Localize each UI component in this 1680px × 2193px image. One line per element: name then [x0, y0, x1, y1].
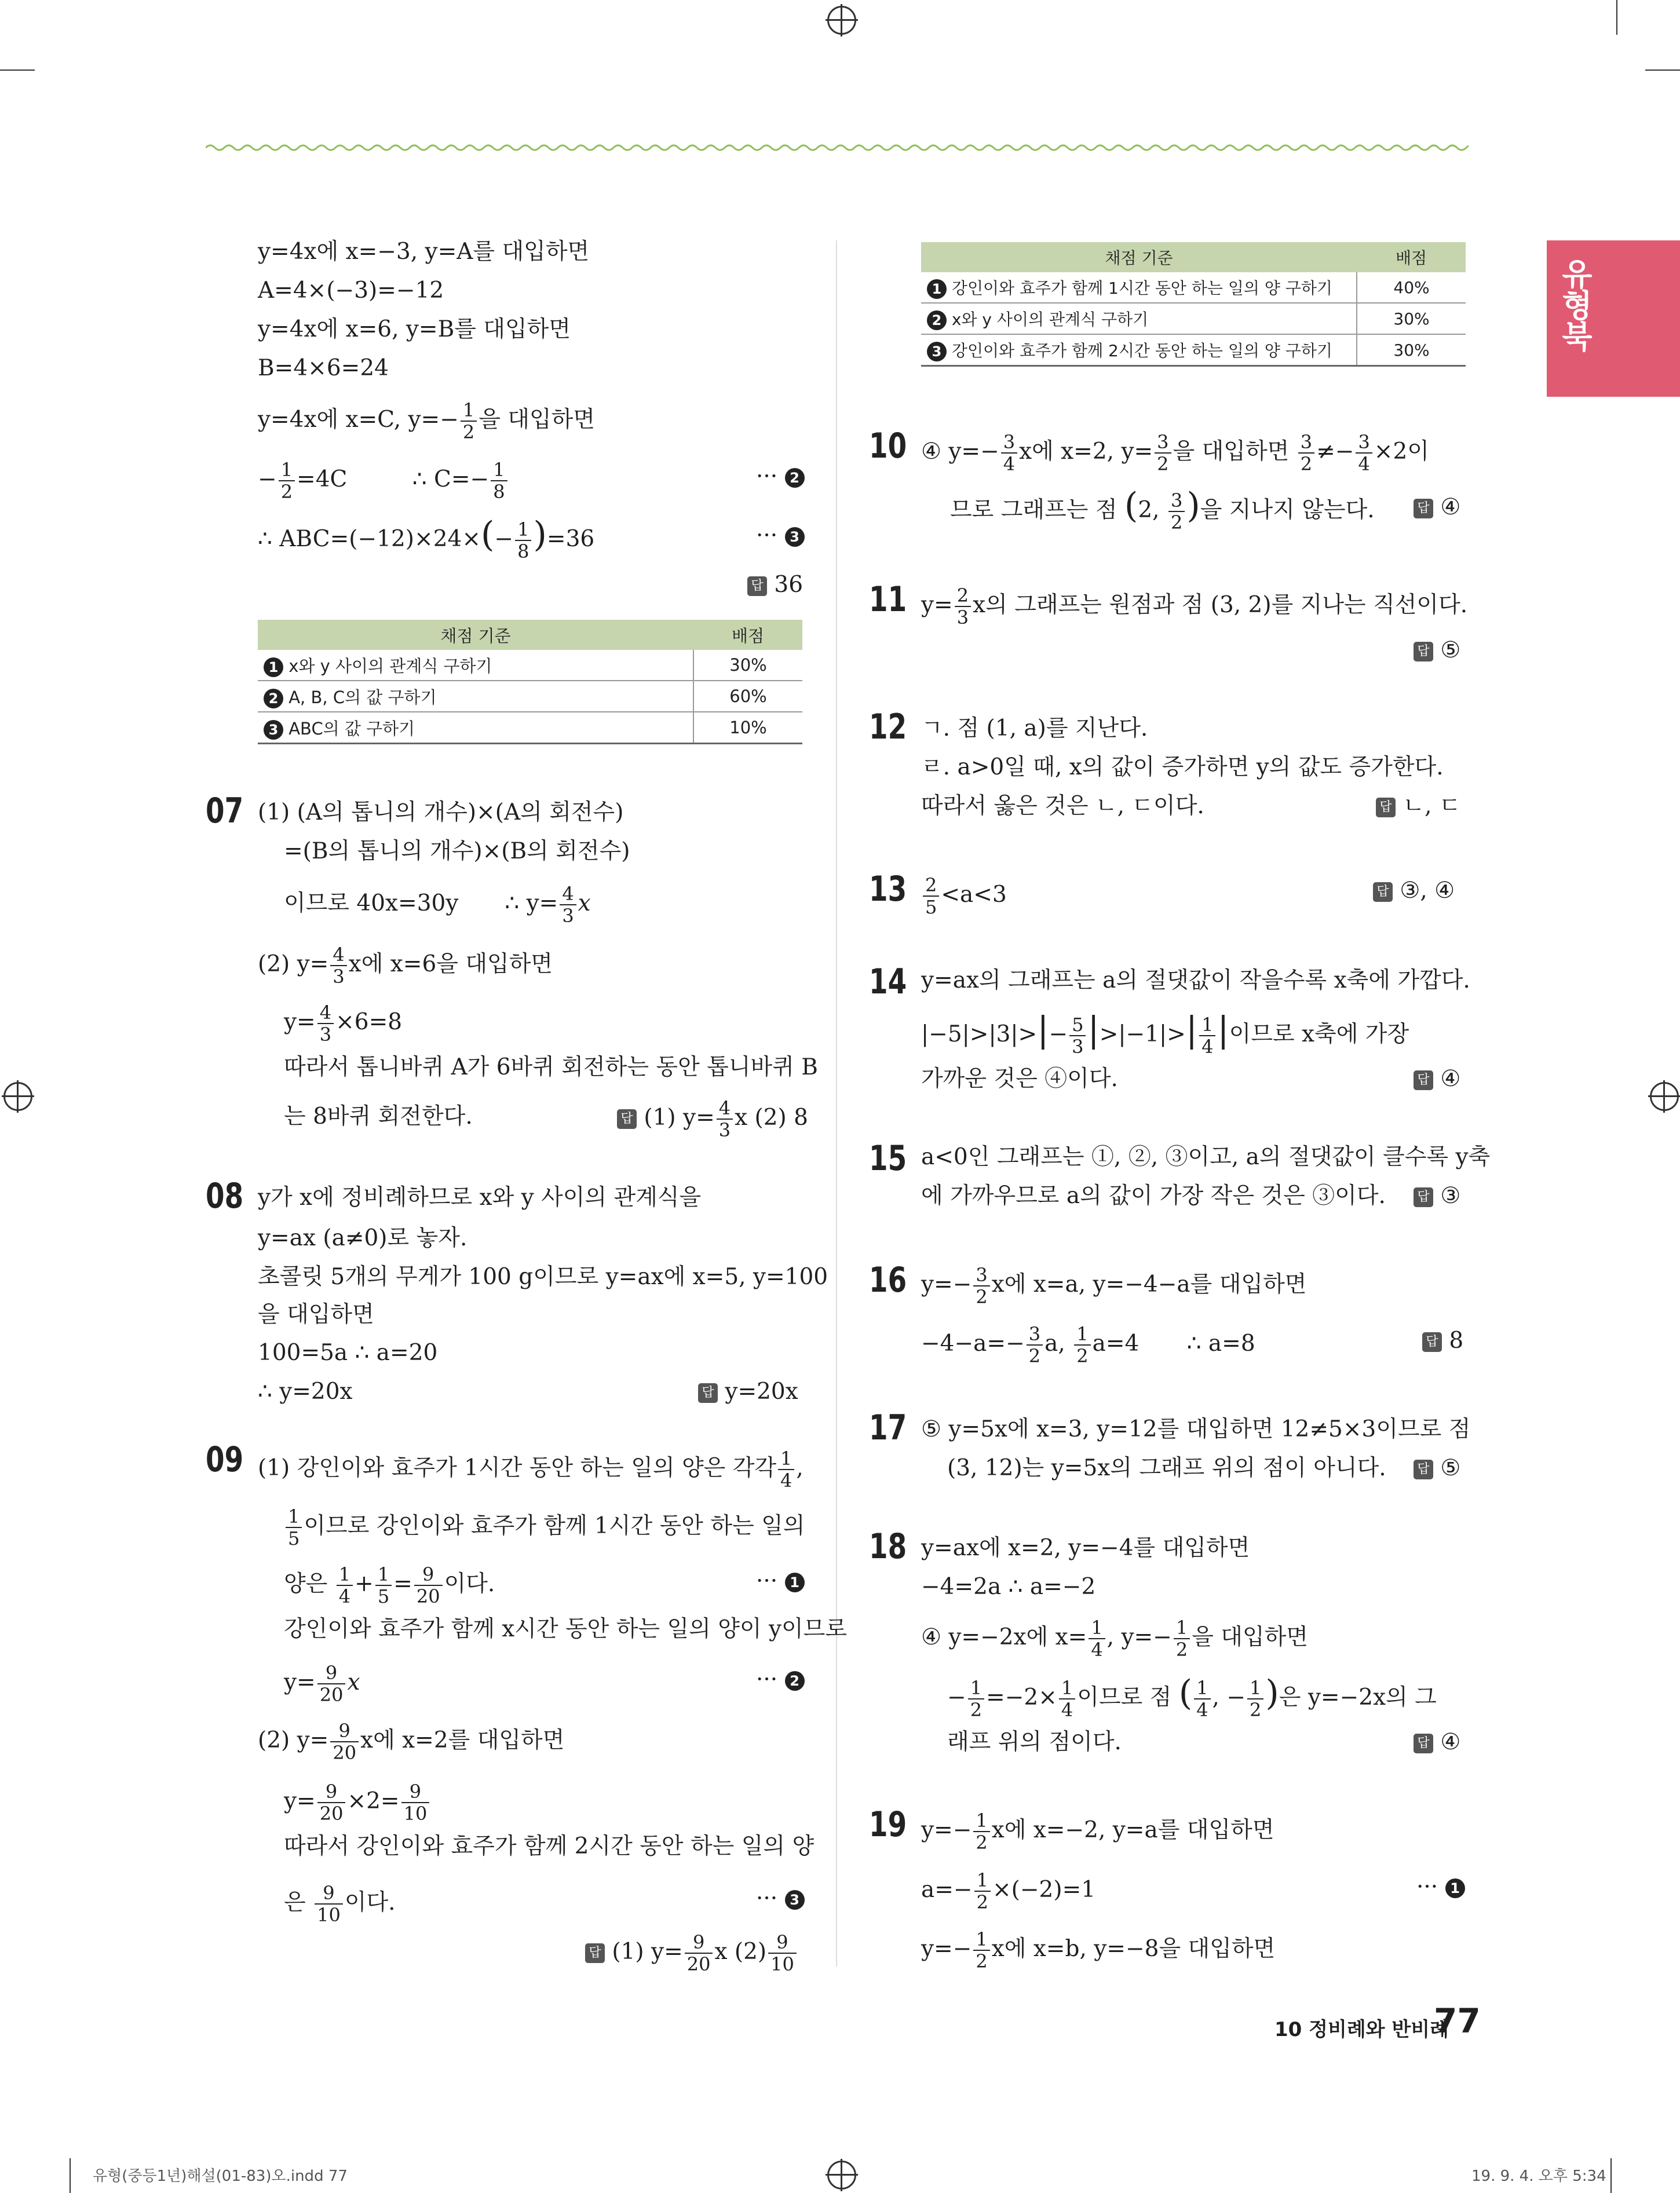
crop-mark-bottom-right — [1610, 2158, 1612, 2193]
solution-line: 초콜릿 5개의 무게가 100 g이므로 y=ax에 x=5, y=100 — [258, 1264, 828, 1290]
solution-line: y= $\frac{4}{3}$ ×6=8 — [284, 1002, 403, 1046]
solution-line: y=4x에 x=C, y=− $\frac{1}{2}$ 을 대입하면 — [258, 399, 596, 443]
solution-line: B=4×6=24 — [258, 355, 389, 381]
solution-line: =(B의 톱니의 개수)×(B의 회전수) — [284, 838, 630, 864]
solution-line: y=− $\frac{1}{2}$ x에 x=−2, y=a를 대입하면 — [921, 1810, 1274, 1854]
solution-line: −4−a=− $\frac{3}{2}$ a, $\frac{1}{2}$ a=4 ∴ a=8 — [921, 1323, 1255, 1367]
solution-line: y= $\frac{9}{20}$ x — [284, 1662, 360, 1706]
step-number-badge: 3 — [785, 1890, 805, 1910]
answer-icon: 답 — [1414, 1734, 1433, 1753]
fraction: $\frac{1}{8}$ — [515, 519, 531, 562]
answer-06: 답 36 — [747, 569, 803, 601]
answer-18: 답 ④ — [1414, 1726, 1460, 1759]
answer-13: 답 ③, ④ — [1373, 875, 1455, 907]
fraction: $\frac{4}{3}$ — [330, 944, 346, 987]
step-number-badge: 2 — [785, 468, 805, 488]
fraction: $\frac{9}{10}$ — [315, 1883, 343, 1925]
solution-line: 는 8바퀴 회전한다. — [284, 1103, 473, 1130]
answer-icon: 답 — [1414, 499, 1433, 518]
solution-line: 강인이와 효주가 함께 x시간 동안 하는 일의 양이 y이므로 — [284, 1616, 848, 1642]
fraction: $\frac{1}{2}$ — [1074, 1324, 1090, 1366]
table-row: 1 강인이와 효주가 함께 1시간 동안 하는 일의 양 구하기 40% — [921, 272, 1466, 303]
solution-line: a=− $\frac{1}{2}$ ×(−2)=1 — [921, 1869, 1096, 1913]
solution-line: a<0인 그래프는 ①, ②, ③이고, a의 절댓값이 클수록 y축 — [921, 1144, 1491, 1170]
answer-icon: 답 — [585, 1943, 605, 1963]
grading-table-06: 채점 기준 배점 1 x와 y 사이의 관계식 구하기 30% 2 A, B, C의 값 구하기 60% 3 ABC의 값 구하기 10% — [258, 620, 802, 744]
solution-line: y=4x에 x=6, y=B를 대입하면 — [258, 316, 571, 342]
problem-number: 11 — [869, 579, 907, 620]
solution-line: (1) (A의 톱니의 개수)×(A의 회전수) — [258, 799, 624, 825]
answer-icon: 답 — [1373, 882, 1393, 902]
print-date-info: 19. 9. 4. 오후 5:34 — [1471, 2168, 1606, 2185]
solution-line: ⑤ y=5x에 x=3, y=12를 대입하면 12≠5×3이므로 점 — [921, 1416, 1471, 1442]
fraction: $\frac{1}{2}$ — [1174, 1617, 1190, 1660]
problem-number: 10 — [869, 426, 907, 466]
fraction: $\frac{1}{2}$ — [974, 1870, 991, 1913]
step-number-badge: 1 — [264, 657, 283, 677]
answer-09: 답 (1) y= $\frac{9}{20}$ x (2) $\frac{9}{10}$ — [585, 1932, 798, 1975]
solution-line: ㄹ. a>0일 때, x의 값이 증가하면 y의 값도 증가한다. — [921, 754, 1444, 780]
step-number-badge: 2 — [264, 689, 283, 708]
solution-line: |−5|>|3|>|− $\frac{5}{3}$ |>|−1|>| $\frac{1}{4}$ |이므로 x축에 가장 — [921, 1010, 1409, 1058]
table-row: 3 ABC의 값 구하기 10% — [258, 712, 802, 744]
solution-line: (2) y= $\frac{9}{20}$ x에 x=2를 대입하면 — [258, 1720, 565, 1764]
answer-16: 답 8 — [1422, 1325, 1463, 1357]
grading-table-09: 채점 기준 배점 1 강인이와 효주가 함께 1시간 동안 하는 일의 양 구하기 40% 2 x와 y 사이의 관계식 구하기 30% 3 강인이와 효주가 함께 2시간 동안 하는 일의 양 구하기 30% — [921, 242, 1466, 367]
problem-number: 12 — [869, 707, 907, 747]
fraction: $\frac{1}{2}$ — [1247, 1677, 1263, 1720]
table-row: 3 강인이와 효주가 함께 2시간 동안 하는 일의 양 구하기 30% — [921, 334, 1466, 366]
step-number-badge: 3 — [927, 342, 947, 361]
crop-mark-top-left — [0, 70, 35, 71]
solution-line: − $\frac{1}{2}$ =4C ∴ C=− $\frac{1}{8}$ — [258, 459, 509, 502]
fraction: $\frac{3}{4}$ — [1356, 432, 1372, 474]
step-number-badge: 1 — [785, 1573, 805, 1592]
fraction: $\frac{9}{20}$ — [685, 1932, 713, 1975]
solution-line: ④ y=−2x에 x= $\frac{1}{4}$ , y=− $\frac{1}{2}$ 을 대입하면 — [921, 1617, 1308, 1661]
solution-line: ∴ y=20x — [258, 1379, 353, 1405]
solution-line: ④ y=− $\frac{3}{4}$ x에 x=2, y= $\frac{3}{2}$ 을 대입하면 $\frac{3}{2}$ ≠− $\frac{3}{4}$ ×2이 — [921, 431, 1429, 475]
crop-mark-top-right — [1645, 70, 1680, 71]
solution-line: 따라서 강인이와 효주가 함께 2시간 동안 하는 일의 양 — [284, 1833, 815, 1859]
answer-15: 답 ③ — [1414, 1180, 1460, 1212]
crop-mark-top — [1616, 0, 1617, 35]
problem-number: 15 — [869, 1138, 907, 1179]
solution-line: 양은 $\frac{1}{4}$ + $\frac{1}{5}$ = $\frac{9}{20}$ 이다. — [284, 1563, 495, 1607]
solution-line: (1) 강인이와 효주가 1시간 동안 하는 일의 양은 각각 $\frac{1}{4}$ , — [258, 1448, 804, 1492]
problem-number: 07 — [206, 791, 244, 831]
step-number-badge: 1 — [1445, 1878, 1465, 1898]
problem-number: 09 — [206, 1439, 244, 1480]
solution-line: 따라서 옳은 것은 ㄴ, ㄷ이다. — [921, 793, 1204, 819]
solution-line: $\frac{1}{5}$ 이므로 강인이와 효주가 함께 1시간 동안 하는 일의 — [284, 1506, 805, 1549]
step-marker: ··· 3 — [756, 1883, 805, 1915]
fraction: $\frac{2}{5}$ — [923, 875, 939, 918]
solution-line: y가 x에 정비례하므로 x와 y 사이의 관계식을 — [258, 1185, 702, 1211]
fraction: $\frac{1}{5}$ — [286, 1506, 302, 1549]
fraction: $\frac{1}{2}$ — [973, 1929, 989, 1972]
print-file-info: 유형(중등1년)해설(01-83)오.indd 77 — [93, 2168, 348, 2185]
table-row: 2 A, B, C의 값 구하기 60% — [258, 681, 802, 712]
step-marker: ··· 1 — [756, 1565, 805, 1598]
step-marker: ··· 2 — [756, 1664, 805, 1696]
step-number-badge: 3 — [264, 720, 283, 740]
answer-17: 답 ⑤ — [1414, 1452, 1460, 1485]
fraction: $\frac{3}{2}$ — [1298, 432, 1314, 474]
step-number-badge: 3 — [785, 527, 805, 547]
answer-07: 답 (1) y= $\frac{4}{3}$ x (2) 8 — [617, 1098, 808, 1141]
problem-number: 19 — [869, 1804, 907, 1845]
registration-mark-left — [3, 1082, 32, 1111]
answer-icon: 답 — [1414, 1460, 1433, 1479]
answer-icon: 답 — [1414, 642, 1433, 661]
solution-line: y=ax에 x=2, y=−4를 대입하면 — [921, 1535, 1250, 1561]
registration-mark-right — [1650, 1082, 1679, 1111]
answer-icon: 답 — [1376, 798, 1396, 817]
answer-icon: 답 — [1414, 1070, 1433, 1090]
solution-line: 에 가까우므로 a의 값이 가장 작은 것은 ③이다. — [921, 1183, 1386, 1209]
fraction: $\frac{1}{5}$ — [375, 1564, 392, 1607]
fraction: $\frac{9}{20}$ — [317, 1781, 346, 1824]
fraction: $\frac{1}{4}$ — [337, 1564, 353, 1607]
answer-icon: 답 — [698, 1383, 718, 1403]
problem-number: 16 — [869, 1260, 907, 1300]
fraction: $\frac{9}{10}$ — [768, 1932, 797, 1975]
solution-line: 므로 그래프는 점 (2, $\frac{3}{2}$ )을 지나지 않는다. — [950, 485, 1375, 533]
fraction: $\frac{1}{4}$ — [778, 1448, 794, 1491]
fraction: $\frac{1}{4}$ — [1059, 1677, 1075, 1720]
fraction: $\frac{3}{2}$ — [1168, 490, 1185, 533]
fraction: $\frac{4}{3}$ — [317, 1002, 334, 1045]
solution-line: 래프 위의 점이다. — [947, 1729, 1122, 1755]
fraction: $\frac{1}{8}$ — [491, 459, 507, 502]
answer-icon: 답 — [617, 1109, 637, 1129]
solution-line: A=4×(−3)=−12 — [258, 277, 444, 304]
answer-11: 답 ⑤ — [1414, 634, 1460, 667]
solution-line: y=ax의 그래프는 a의 절댓값이 작을수록 x축에 가깝다. — [921, 967, 1470, 993]
answer-icon: 답 — [747, 576, 767, 596]
step-marker: ··· 1 — [1416, 1871, 1465, 1903]
step-marker: ··· 3 — [756, 520, 805, 552]
solution-line: 따라서 톱니바퀴 A가 6바퀴 회전하는 동안 톱니바퀴 B — [284, 1054, 818, 1080]
answer-12: 답 ㄴ, ㄷ — [1376, 790, 1461, 823]
solution-line: 이므로 40x=30y ∴ y= $\frac{4}{3}$ x — [284, 883, 591, 927]
column-divider — [836, 240, 837, 1967]
fraction: $\frac{1}{4}$ — [1194, 1677, 1210, 1720]
answer-14: 답 ④ — [1414, 1063, 1460, 1095]
fraction: $\frac{4}{3}$ — [717, 1098, 733, 1141]
problem-number: 08 — [206, 1176, 244, 1216]
solution-line: 가까운 것은 ④이다. — [921, 1066, 1118, 1092]
registration-mark-bottom — [827, 2161, 856, 2190]
solution-line: (3, 12)는 y=5x의 그래프 위의 점이 아니다. — [947, 1455, 1386, 1481]
fraction: $\frac{3}{4}$ — [1001, 432, 1017, 474]
page-number: 77 — [1434, 2001, 1481, 2041]
solution-line: y= $\frac{9}{20}$ ×2= $\frac{9}{10}$ — [284, 1781, 431, 1824]
problem-number: 18 — [869, 1526, 907, 1567]
solution-line: (2) y= $\frac{4}{3}$ x에 x=6을 대입하면 — [258, 944, 553, 988]
answer-icon: 답 — [1422, 1332, 1442, 1352]
solution-line: ㄱ. 점 (1, a)를 지난다. — [921, 715, 1148, 741]
fraction: $\frac{9}{10}$ — [401, 1781, 430, 1824]
fraction: $\frac{2}{3}$ — [955, 585, 971, 628]
solution-line: $\frac{2}{5}$ <a<3 — [921, 875, 1007, 918]
fraction: $\frac{9}{20}$ — [330, 1720, 359, 1763]
section-tab-label: 유형북 — [1557, 258, 1593, 352]
fraction: $\frac{1}{2}$ — [461, 400, 477, 443]
answer-08: 답 y=20x — [698, 1376, 798, 1408]
solution-line: 100=5a ∴ a=20 — [258, 1340, 438, 1366]
solution-line: −4=2a ∴ a=−2 — [921, 1574, 1096, 1600]
solution-line: ∴ ABC=(−12)×24×(− $\frac{1}{8}$ )=36 — [258, 514, 595, 562]
problem-number: 13 — [869, 869, 907, 909]
fraction: $\frac{1}{4}$ — [1089, 1617, 1105, 1660]
fraction: $\frac{1}{2}$ — [968, 1677, 984, 1720]
fraction: $\frac{4}{3}$ — [560, 883, 576, 926]
solution-line: 을 대입하면 — [258, 1302, 374, 1328]
fraction: $\frac{3}{2}$ — [1155, 432, 1171, 474]
solution-line: − $\frac{1}{2}$ =−2× $\frac{1}{4}$ 이므로 점 ( $\frac{1}{4}$ , − $\frac{1}{2}$ )은 y=−2x의 그 — [947, 1673, 1437, 1721]
fraction: $\frac{1}{2}$ — [973, 1810, 989, 1853]
solution-line: y=ax (a≠0)로 놓자. — [258, 1225, 468, 1251]
answer-icon: 답 — [1414, 1187, 1433, 1207]
solution-line: 은 $\frac{9}{10}$ 이다. — [284, 1882, 396, 1926]
fraction: $\frac{1}{2}$ — [279, 459, 295, 502]
step-marker: ··· 2 — [756, 460, 805, 493]
fraction: $\frac{1}{4}$ — [1199, 1014, 1215, 1057]
step-number-badge: 1 — [927, 279, 947, 299]
solution-line: y=− $\frac{3}{2}$ x에 x=a, y=−4−a를 대입하면 — [921, 1264, 1307, 1308]
fraction: $\frac{5}{3}$ — [1069, 1014, 1086, 1057]
fraction: $\frac{9}{20}$ — [414, 1564, 443, 1607]
fraction: $\frac{3}{2}$ — [1027, 1324, 1043, 1366]
answer-10: 답 ④ — [1414, 491, 1460, 524]
wavy-divider — [206, 142, 1469, 153]
fraction: $\frac{3}{2}$ — [973, 1264, 989, 1307]
step-number-badge: 2 — [927, 310, 947, 330]
solution-line: y=4x에 x=−3, y=A를 대입하면 — [258, 239, 590, 265]
step-number-badge: 2 — [785, 1671, 805, 1691]
table-row: 1 x와 y 사이의 관계식 구하기 30% — [258, 650, 802, 681]
crop-mark-bottom-left — [70, 2158, 71, 2193]
table-row: 2 x와 y 사이의 관계식 구하기 30% — [921, 303, 1466, 334]
fraction: $\frac{9}{20}$ — [317, 1662, 346, 1705]
chapter-title: 10 정비례와 반비례 — [1274, 2018, 1449, 2041]
problem-number: 17 — [869, 1408, 907, 1448]
solution-line: y=− $\frac{1}{2}$ x에 x=b, y=−8을 대입하면 — [921, 1928, 1276, 1972]
problem-number: 14 — [869, 962, 907, 1002]
solution-line: y= $\frac{2}{3}$ x의 그래프는 원점과 점 (3, 2)를 지나는 직선이다. — [921, 584, 1468, 628]
registration-mark-top — [827, 6, 856, 35]
